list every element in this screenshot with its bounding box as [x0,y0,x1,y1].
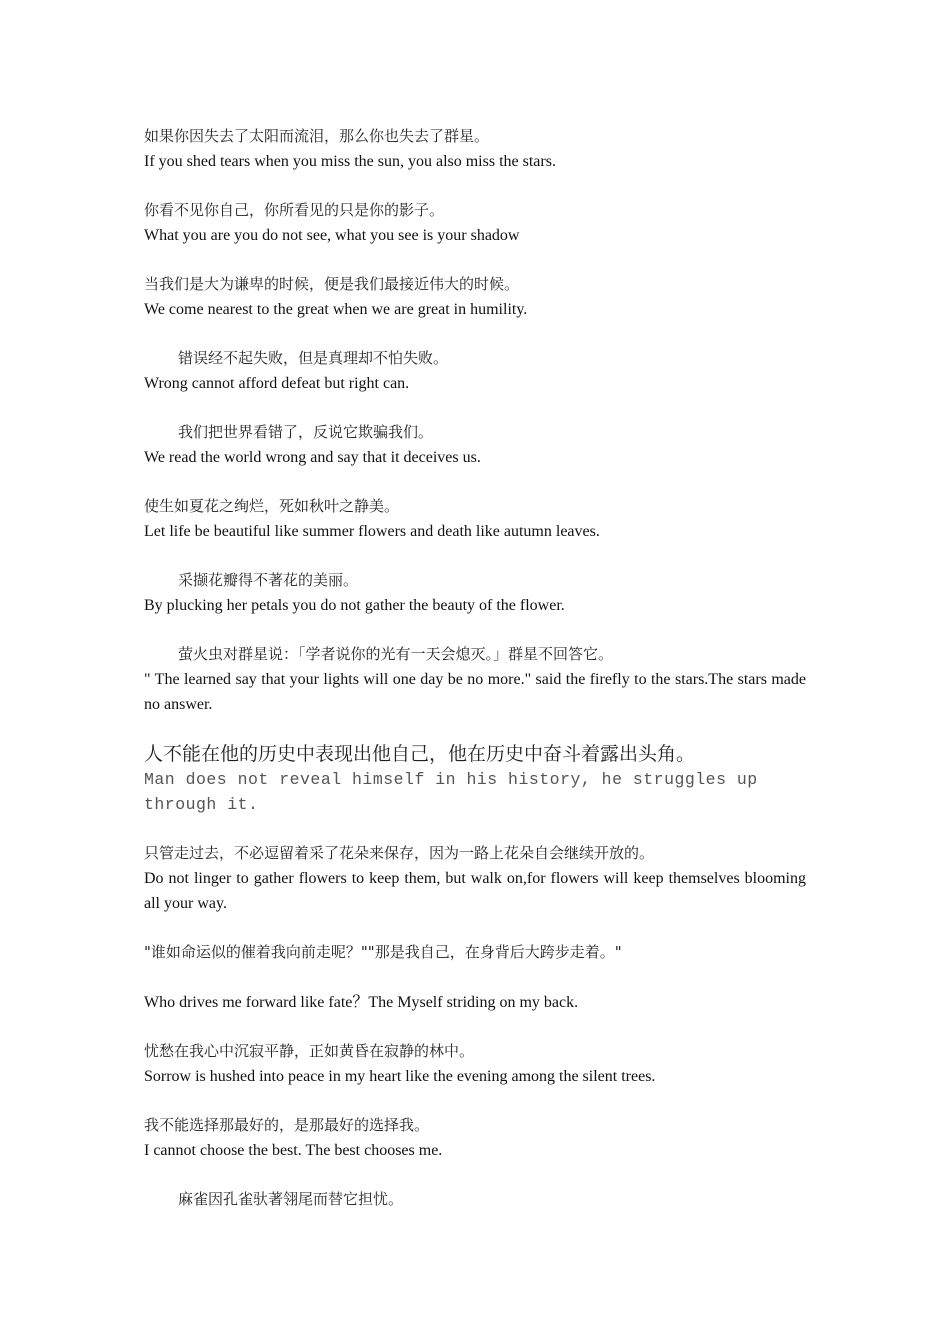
verse-pair [144,940,806,1015]
verse-chinese: 只管走过去，不必逗留着采了花朵来保存，因为一路上花朵自会继续开放的。 [144,844,655,862]
verse-english: Wrong cannot afford defeat but right can. [144,375,410,392]
verse-pair [144,124,806,174]
verse-chinese: "谁如命运似的催着我向前走呢？""那是我自己，在身背后大跨步走着。" [144,943,622,961]
verse-pair [144,1187,806,1212]
verse-english: " The learned say that your lights will one day be no more." said the firefly to the stars.The stars made no answer. [144,671,806,713]
verse-chinese: 麻雀因孔雀驮著翎尾而替它担忧。 [178,1190,404,1208]
verse-pair [144,198,806,248]
verse-english: By plucking her petals you do not gather the beauty of the flower. [144,597,565,614]
verse-english: We read the world wrong and say that it deceives us. [144,449,481,466]
verse-english: Who drives me forward like fate？The Myself striding on my back. [144,994,579,1011]
verse-pair [144,741,806,817]
verse-chinese: 忧愁在我心中沉寂平静，正如黄昏在寂静的林中。 [144,1042,475,1060]
verse-english: I cannot choose the best. The best chooses me. [144,1142,443,1159]
verse-english: Man does not reveal himself in his history, he struggles up through it. [144,770,758,814]
verse-chinese: 如果你因失去了太阳而流泪，那么你也失去了群星。 [144,127,490,145]
verse-pair [144,420,806,470]
verse-chinese: 萤火虫对群星说：「学者说你的光有一天会熄灭。」群星不回答它。 [178,645,614,663]
verse-chinese: 采撷花瓣得不著花的美丽。 [178,571,359,589]
verse-pair [144,568,806,618]
verse-chinese: 错误经不起失败，但是真理却不怕失败。 [178,349,449,367]
verse-chinese: 我们把世界看错了，反说它欺骗我们。 [178,423,434,441]
verse-pair [144,841,806,916]
verse-chinese: 当我们是大为谦卑的时候，便是我们最接近伟大的时候。 [144,275,520,293]
verse-english: We come nearest to the great when we are great in humility. [144,301,528,318]
verse-pair [144,494,806,544]
verse-pair [144,642,806,717]
verse-pair [144,346,806,396]
verse-list [144,124,806,1236]
verse-english: Sorrow is hushed into peace in my heart like the evening among the silent trees. [144,1068,656,1085]
verse-english: Do not linger to gather flowers to keep them, but walk on,for flowers will keep themselves blooming all your way. [144,870,806,912]
verse-pair [144,1113,806,1163]
verse-chinese: 你看不见你自己，你所看见的只是你的影子。 [144,201,445,219]
verse-chinese: 使生如夏花之绚烂，死如秋叶之静美。 [144,497,400,515]
verse-chinese: 我不能选择那最好的，是那最好的选择我。 [144,1116,430,1134]
verse-pair [144,272,806,322]
verse-english: What you are you do not see, what you see is your shadow [144,227,520,244]
verse-chinese: 人不能在他的历史中表现出他自己，他在历史中奋斗着露出头角。 [144,743,696,765]
verse-english: Let life be beautiful like summer flowers and death like autumn leaves. [144,523,600,540]
verse-pair [144,1039,806,1089]
verse-english: If you shed tears when you miss the sun, you also miss the stars. [144,153,556,170]
